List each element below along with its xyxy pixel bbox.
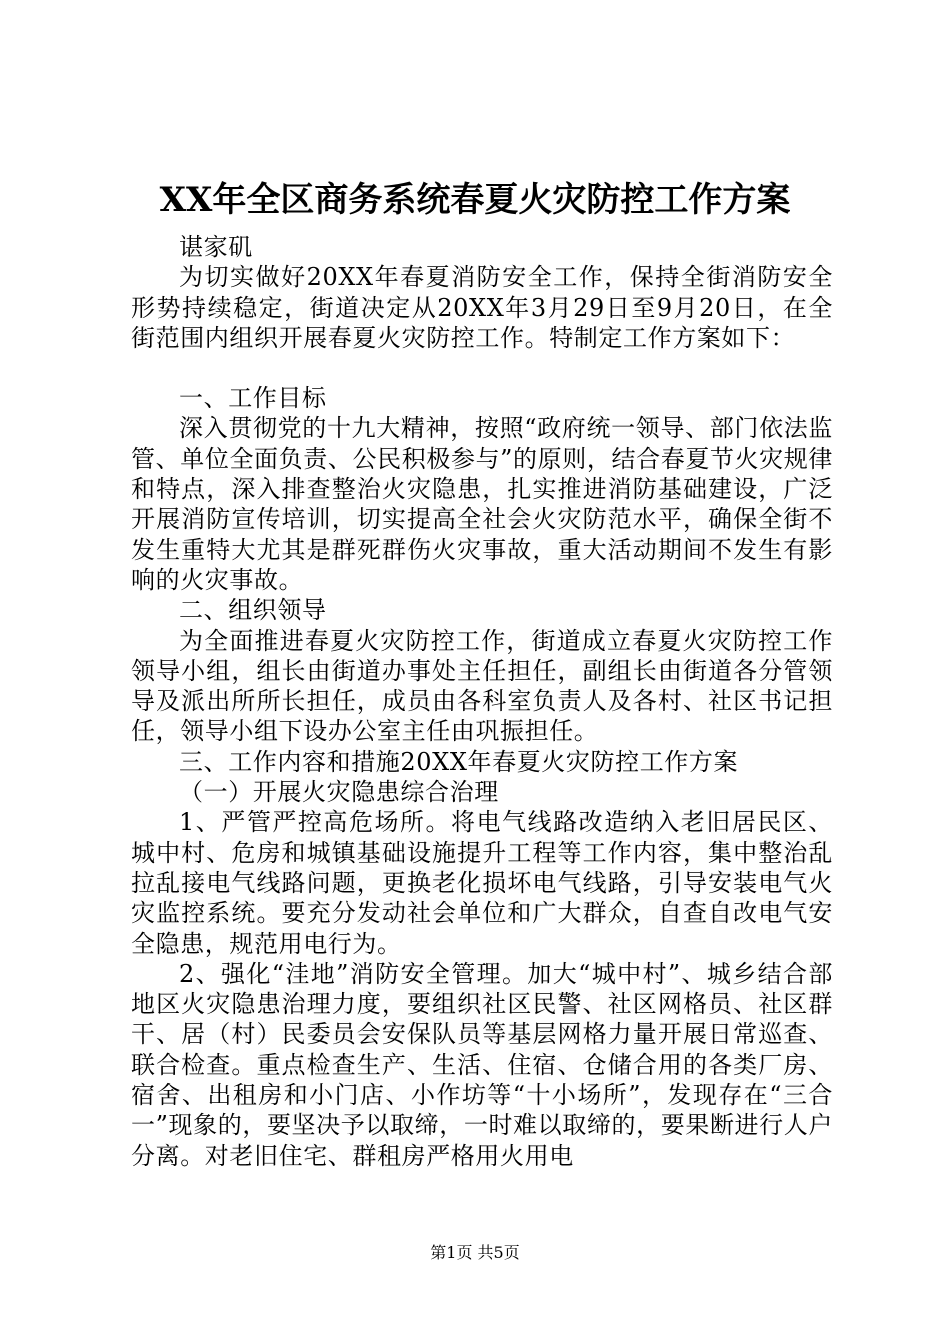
- section-heading-organization: 二、组织领导: [179, 596, 327, 625]
- organization-paragraph: 为全面推进春夏火灾防控工作，街道成立春夏火灾防控工作领导小组，组长由街道办事处主任担任，副组长由街道各分管领导及派出所所长担任，成员由各科室负责人及各村、社区书记担任，领导小组下设办公室主任由巩振担任。: [131, 626, 833, 746]
- page-footer: 第1页 共5页: [430, 1243, 520, 1262]
- subsection-heading-hazards: （一）开展火灾隐患综合治理: [179, 778, 499, 807]
- intro-paragraph: 为切实做好20XX年春夏消防安全工作，保持全街消防安全形势持续稳定，街道决定从20XX年3月29日至9月20日，在全街范围内组织开展春夏火灾防控工作。特制定工作方案如下：: [131, 263, 833, 352]
- measure-paragraph-2: 2、强化“洼地”消防安全管理。加大“城中村”、城乡结合部地区火灾隐患治理力度，要组织社区民警、社区网格员、社区群干、居（村）民委员会安保队员等基层网格力量开展日常巡查、联合检查。重点检查生产、生活、住宿、仓储合用的各类厂房、宿舍、出租房和小门店、小作坊等“十小场所”，发现存在“三合一”现象的，要坚决予以取缔，一时难以取缔的，要果断进行人户分离。对老旧住宅、群租房严格用火用电: [131, 959, 833, 1170]
- measure-paragraph-1: 1、严管严控高危场所。将电气线路改造纳入老旧居民区、城中村、危房和城镇基础设施提升工程等工作内容，集中整治乱拉乱接电气线路问题，更换老化损坏电气线路，引导安装电气火灾监控系统。要充分发动社会单位和广大群众，自查自改电气安全隐患，规范用电行为。: [131, 808, 833, 958]
- section-heading-goals: 一、工作目标: [179, 384, 327, 413]
- author-line: 谌家矶: [179, 233, 253, 261]
- section-heading-measures: 三、工作内容和措施20XX年春夏火灾防控工作方案: [179, 747, 739, 776]
- document-title: XX年全区商务系统春夏火灾防控工作方案: [159, 180, 791, 220]
- goals-paragraph: 深入贯彻党的十九大精神，按照“政府统一领导、部门依法监管、单位全面负责、公民积极参与”的原则，结合春夏节火灾规律和特点，深入排查整治火灾隐患，扎实推进消防基础建设，广泛开展消防宣传培训，切实提高全社会火灾防范水平，确保全街不发生重特大尤其是群死群伤火灾事故，重大活动期间不发生有影响的火灾事故。: [131, 414, 833, 594]
- document-body: [131, 232, 833, 1171]
